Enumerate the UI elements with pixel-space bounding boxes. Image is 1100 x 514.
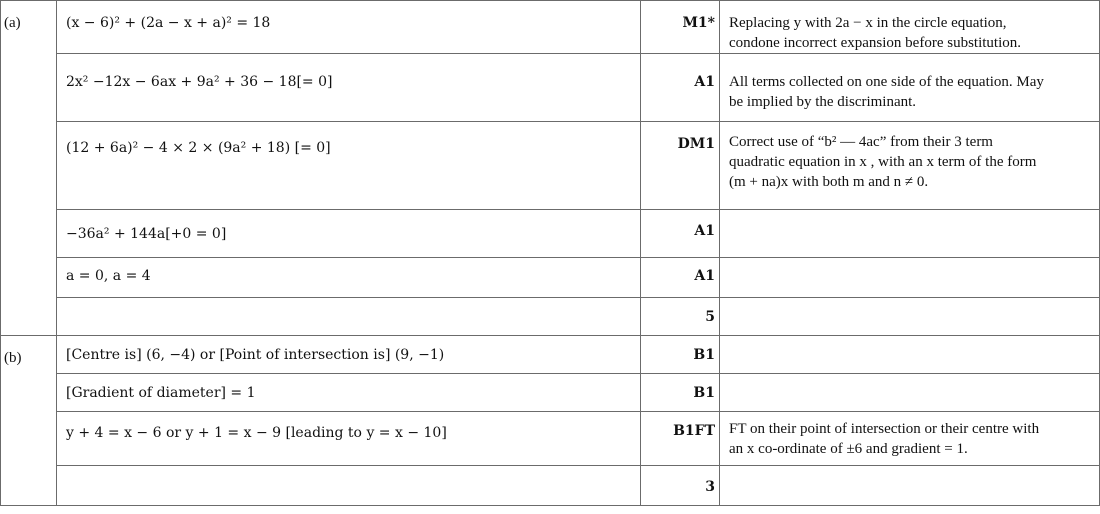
working-cell — [57, 258, 641, 298]
guidance-line: Replacing y with 2a − x in the circle equation, — [729, 15, 1007, 31]
mark-cell — [641, 1, 720, 54]
table-row — [1, 298, 1100, 336]
part-label: (a) — [1, 1, 57, 336]
mark-text: B1FT — [673, 423, 715, 439]
table-row — [1, 210, 1100, 258]
working-text: [Gradient of diameter] = 1 — [66, 385, 256, 401]
guidance-cell — [720, 412, 1100, 466]
guidance-cell — [720, 122, 1100, 210]
mark-cell — [641, 412, 720, 466]
guidance-cell — [720, 298, 1100, 336]
table-row — [1, 336, 1100, 374]
guidance-line: quadratic equation in x , with an x term of the form — [729, 154, 1037, 170]
guidance-line: Correct use of “b² — 4ac” from their 3 term — [729, 134, 993, 150]
mark-cell — [641, 298, 720, 336]
guidance-cell — [720, 258, 1100, 298]
table-row — [1, 412, 1100, 466]
guidance-line: All terms collected on one side of the equation. May — [729, 74, 1044, 90]
mark-cell — [641, 258, 720, 298]
guidance-line: be implied by the discriminant. — [729, 94, 917, 110]
working-text: a = 0, a = 4 — [66, 268, 151, 284]
table-row — [1, 122, 1100, 210]
mark-text: A1 — [694, 268, 715, 284]
working-text: (12 + 6a)² − 4 × 2 × (9a² + 18) [= 0] — [66, 140, 331, 156]
mark-text: M1* — [682, 15, 715, 31]
working-cell — [57, 54, 641, 122]
mark-text: A1 — [694, 223, 715, 239]
total-mark: 3 — [705, 479, 715, 495]
working-cell — [57, 122, 641, 210]
mark-cell — [641, 210, 720, 258]
working-text: (x − 6)² + (2a − x + a)² = 18 — [66, 15, 271, 31]
working-cell — [57, 466, 641, 506]
working-cell — [57, 1, 641, 54]
part-label: (b) — [1, 336, 57, 506]
mark-text: B1 — [693, 347, 715, 363]
guidance-cell — [720, 374, 1100, 412]
guidance-cell — [720, 336, 1100, 374]
mark-text: B1 — [693, 385, 715, 401]
mark-text: DM1 — [677, 136, 715, 152]
table-row — [1, 466, 1100, 506]
guidance-line: (m + na)x with both m and n ≠ 0. — [729, 174, 929, 190]
guidance-line: FT on their point of intersection or their centre with — [729, 421, 1040, 437]
mark-cell — [641, 336, 720, 374]
working-text: −36a² + 144a[+0 = 0] — [66, 226, 227, 242]
working-cell — [57, 336, 641, 374]
mark-cell — [641, 122, 720, 210]
working-text: [Centre is] (6, −4) or [Point of intersection is] (9, −1) — [66, 347, 445, 363]
table-row — [1, 374, 1100, 412]
mark-cell — [641, 374, 720, 412]
mark-cell — [641, 54, 720, 122]
working-text: y + 4 = x − 6 or y + 1 = x − 9 [leading to y = x − 10] — [66, 425, 447, 441]
guidance-cell — [720, 54, 1100, 122]
mark-cell — [641, 466, 720, 506]
guidance-cell — [720, 1, 1100, 54]
mark-text: A1 — [694, 74, 715, 90]
working-text: 2x² −12x − 6ax + 9a² + 36 − 18[= 0] — [66, 74, 333, 90]
guidance-line: condone incorrect expansion before substitution. — [729, 35, 1022, 51]
working-cell — [57, 298, 641, 336]
table-row — [1, 258, 1100, 298]
guidance-line: an x co-ordinate of ±6 and gradient = 1. — [729, 441, 968, 457]
table-row — [1, 54, 1100, 122]
working-cell — [57, 210, 641, 258]
guidance-cell — [720, 466, 1100, 506]
total-mark: 5 — [705, 309, 715, 325]
working-cell — [57, 374, 641, 412]
guidance-cell — [720, 210, 1100, 258]
working-cell — [57, 412, 641, 466]
table-row — [1, 1, 1100, 54]
